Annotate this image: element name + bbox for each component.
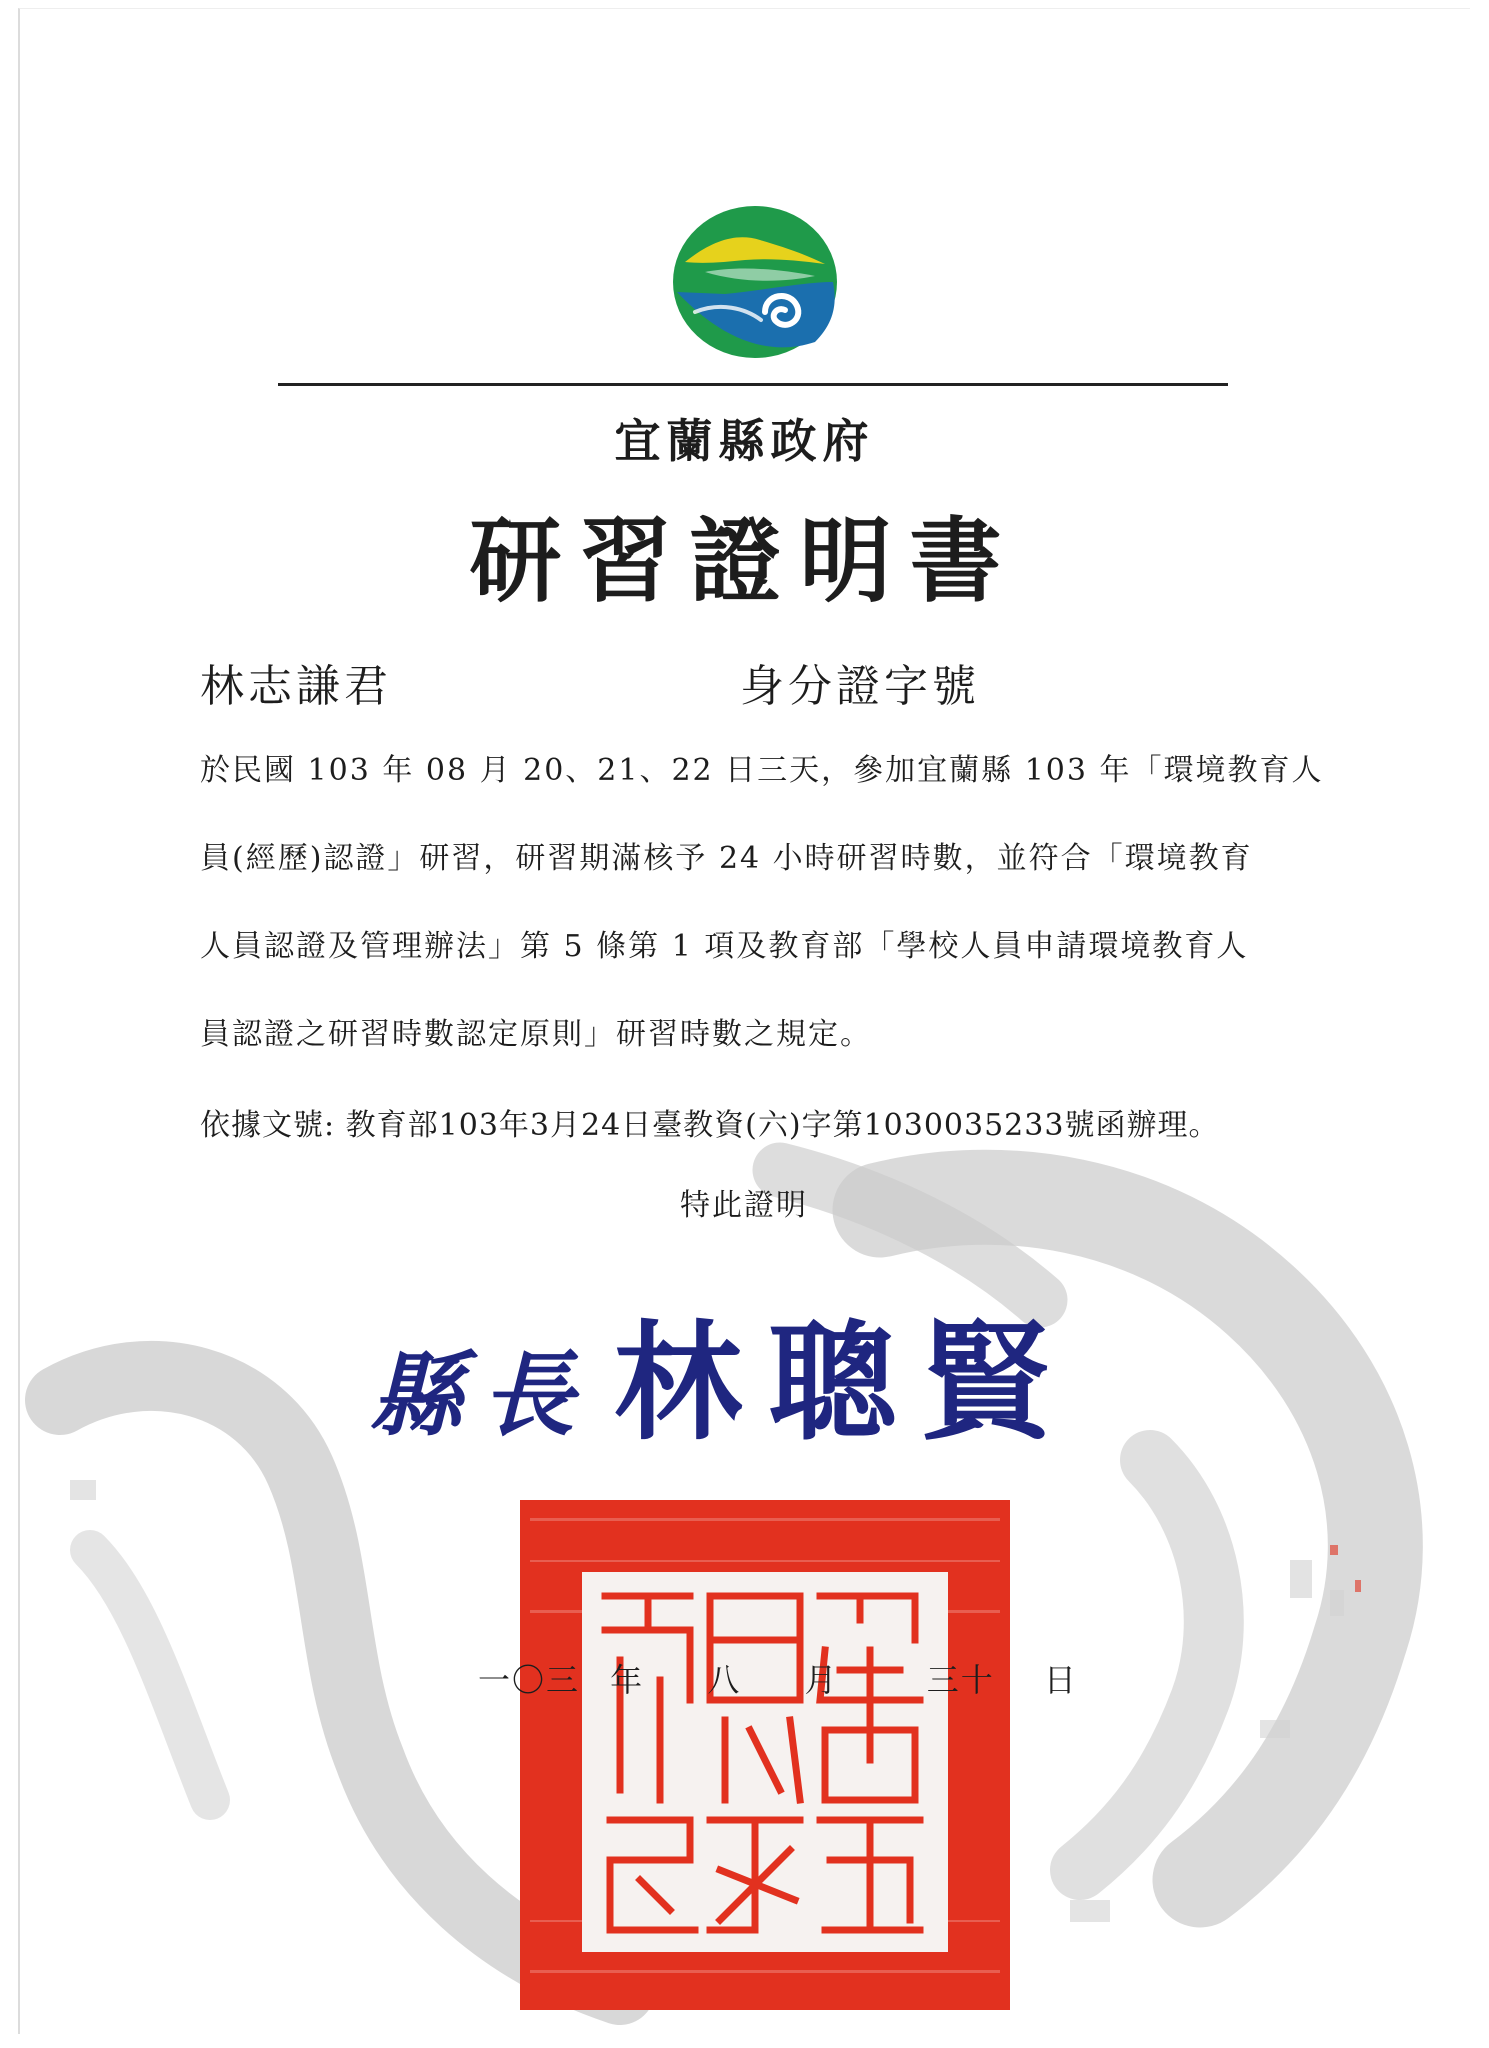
date-year: 一〇三 <box>478 1661 581 1699</box>
body-line: 員(經歷)認證」研習，研習期滿核予 24 小時研習時數，並符合「環境教育 <box>200 841 1253 876</box>
certificate-title: 研習證明書 <box>469 507 1020 615</box>
yilan-county-emblem-icon <box>665 202 845 362</box>
signature-name: 林聰賢 <box>614 1308 1077 1458</box>
issuer-name: 宜蘭縣政府 <box>614 414 875 468</box>
signature-title: 縣長 <box>370 1341 595 1449</box>
official-seal-icon <box>520 1500 1010 2010</box>
recipient-name: 林志謙君 <box>200 661 392 712</box>
certification-statement: 特此證明 <box>680 1188 808 1223</box>
body-line: 人員認證及管理辦法」第 5 條第 1 項及教育部「學校人員申請環境教育人 <box>200 929 1249 964</box>
date-day-unit: 日 <box>1043 1661 1078 1699</box>
body-line: 於民國 103 年 08 月 20、21、22 日三天，參加宜蘭縣 103 年「環境教育人 <box>200 753 1324 788</box>
magistrate-signature <box>370 1280 1076 1464</box>
date-year-unit: 年 <box>610 1661 645 1699</box>
header-rule <box>278 383 1228 386</box>
date-day: 三十 <box>926 1661 995 1699</box>
date-month: 八 <box>707 1661 742 1699</box>
reference-document-number: 依據文號: 教育部103年3月24日臺教資(六)字第1030035233號函辦理。 <box>200 1108 1220 1143</box>
id-number-label: 身分證字號 <box>740 661 980 712</box>
body-line: 員認證之研習時數認定原則」研習時數之規定。 <box>200 1017 872 1052</box>
issue-date <box>478 1655 1078 1701</box>
date-month-unit: 月 <box>804 1661 839 1699</box>
